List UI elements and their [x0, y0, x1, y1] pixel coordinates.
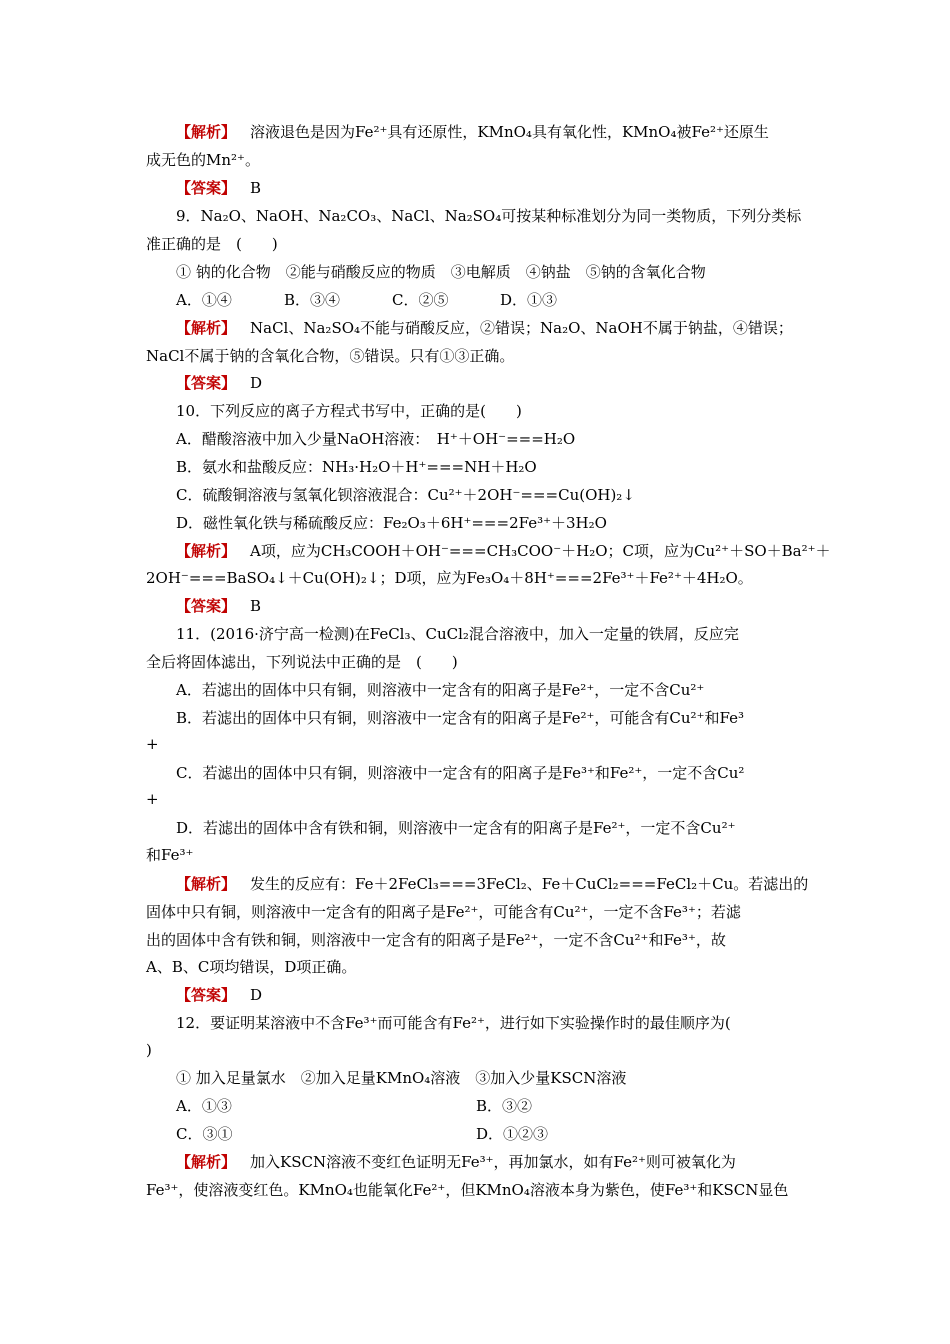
text-line: 和Fe³⁺ — [146, 846, 194, 864]
options-row — [176, 1096, 836, 1116]
option-a: A．①④ — [176, 291, 232, 309]
text-line: + — [146, 735, 159, 753]
text-line: Fe³⁺，使溶液变红色。KMnO₄也能氧化Fe²⁺，但KMnO₄溶液本身为紫色，使Fe³⁺和KSCN显色 — [146, 1181, 789, 1199]
options-row — [176, 1124, 836, 1144]
text: A项，应为CH₃COOH＋OH⁻===CH₃COO⁻＋H₂O；C项，应为Cu²⁺＋SO＋Ba²⁺＋ — [250, 542, 831, 560]
answer-value: D — [250, 374, 263, 392]
option-b: B．③④ — [284, 291, 341, 309]
answer-line — [176, 985, 836, 1005]
option-c: C．硫酸铜溶液与氢氧化钡溶液混合：Cu²⁺＋2OH⁻===Cu(OH)₂↓ — [176, 486, 635, 504]
text: 溶液退色是因为Fe²⁺具有还原性，KMnO₄具有氧化性，KMnO₄被Fe²⁺还原生 — [250, 123, 769, 141]
analysis-line — [176, 122, 836, 142]
analysis-line — [176, 318, 836, 338]
analysis-tag: 【解析】 — [176, 1153, 237, 1171]
question-10-stem: 10．下列反应的离子方程式书写中，正确的是( ) — [176, 402, 522, 420]
answer-value: B — [250, 597, 262, 615]
option-a: A．若滤出的固体中只有铜，则溶液中一定含有的阳离子是Fe²⁺，一定不含Cu²⁺ — [176, 681, 705, 699]
question-11-stem: 11．(2016·济宁高一检测)在FeCl₃、CuCl₂混合溶液中，加入一定量的铁屑，反应完 — [176, 625, 739, 643]
text-line: 成无色的Mn²⁺。 — [146, 151, 260, 169]
question-12-stem: 12．要证明某溶液中不含Fe³⁺而可能含有Fe²⁺，进行如下实验操作时的最佳顺序为( — [176, 1014, 731, 1032]
analysis-line — [176, 874, 836, 894]
analysis-tag: 【解析】 — [176, 875, 237, 893]
option-c: C．③① — [176, 1125, 233, 1143]
answer-tag: 【答案】 — [176, 179, 237, 197]
text-line: 固体中只有铜，则溶液中一定含有的阳离子是Fe²⁺，可能含有Cu²⁺，一定不含Fe³⁺；若滤 — [146, 903, 741, 921]
text-line: A、B、C项均错误，D项正确。 — [146, 958, 357, 976]
question-9-options — [176, 290, 836, 310]
option-d: D．磁性氧化铁与稀硫酸反应：Fe₂O₃＋6H⁺===2Fe³⁺＋3H₂O — [176, 514, 607, 532]
answer-tag: 【答案】 — [176, 986, 237, 1004]
text-line: NaCl不属于钠的含氧化合物，⑤错误。只有①③正确。 — [146, 347, 515, 365]
text: 加入KSCN溶液不变红色证明无Fe³⁺，再加氯水，如有Fe²⁺则可被氧化为 — [250, 1153, 736, 1171]
question-9-stem: 9．Na₂O、NaOH、Na₂CO₃、NaCl、Na₂SO₄可按某种标准划分为同一类物质，下列分类标 — [176, 207, 802, 225]
option-a: A．醋酸溶液中加入少量NaOH溶液： H⁺＋OH⁻===H₂O — [176, 430, 576, 448]
option-d: D．①②③ — [476, 1125, 549, 1143]
text: 发生的反应有：Fe＋2FeCl₃===3FeCl₂、Fe＋CuCl₂===FeCl₂＋Cu。若滤出的 — [250, 875, 809, 893]
text-line: 2OH⁻===BaSO₄↓＋Cu(OH)₂↓；D项，应为Fe₃O₄＋8H⁺===2Fe³⁺＋Fe²⁺＋4H₂O。 — [146, 569, 753, 587]
answer-tag: 【答案】 — [176, 374, 237, 392]
option-b: B．氨水和盐酸反应：NH₃·H₂O＋H⁺===NH＋H₂O — [176, 458, 537, 476]
text: NaCl、Na₂SO₄不能与硝酸反应，②错误；Na₂O、NaOH不属于钠盐，④错误； — [250, 319, 793, 337]
option-a: A．①③ — [176, 1097, 232, 1115]
option-c: C．若滤出的固体中只有铜，则溶液中一定含有的阳离子是Fe³⁺和Fe²⁺，一定不含Cu² — [176, 764, 745, 782]
answer-line — [176, 596, 836, 616]
question-9-items: ① 钠的化合物 ②能与硝酸反应的物质 ③电解质 ④钠盐 ⑤钠的含氧化合物 — [176, 263, 706, 281]
option-b: B．③② — [476, 1097, 533, 1115]
option-c: C．②⑤ — [392, 291, 449, 309]
text-line: 全后将固体滤出，下列说法中正确的是 ( ) — [146, 653, 458, 671]
answer-value: D — [250, 986, 263, 1004]
answer-line — [176, 373, 836, 393]
analysis-line — [176, 541, 836, 561]
text-line: + — [146, 790, 159, 808]
option-d: D．①③ — [500, 291, 558, 309]
question-12-items: ① 加入足量氯水 ②加入足量KMnO₄溶液 ③加入少量KSCN溶液 — [176, 1069, 627, 1087]
analysis-tag: 【解析】 — [176, 123, 237, 141]
answer-value: B — [250, 179, 262, 197]
analysis-line — [176, 1152, 836, 1172]
option-d: D．若滤出的固体中含有铁和铜，则溶液中一定含有的阳离子是Fe²⁺，一定不含Cu²⁺ — [176, 819, 736, 837]
text-line: ) — [146, 1041, 152, 1059]
answer-tag: 【答案】 — [176, 597, 237, 615]
text-line: 准正确的是 ( ) — [146, 235, 278, 253]
analysis-tag: 【解析】 — [176, 542, 237, 560]
answer-line — [176, 178, 836, 198]
text-line: 出的固体中含有铁和铜，则溶液中一定含有的阳离子是Fe²⁺，一定不含Cu²⁺和Fe³⁺，故 — [146, 931, 726, 949]
analysis-tag: 【解析】 — [176, 319, 237, 337]
option-b: B．若滤出的固体中只有铜，则溶液中一定含有的阳离子是Fe²⁺，可能含有Cu²⁺和Fe³ — [176, 709, 744, 727]
